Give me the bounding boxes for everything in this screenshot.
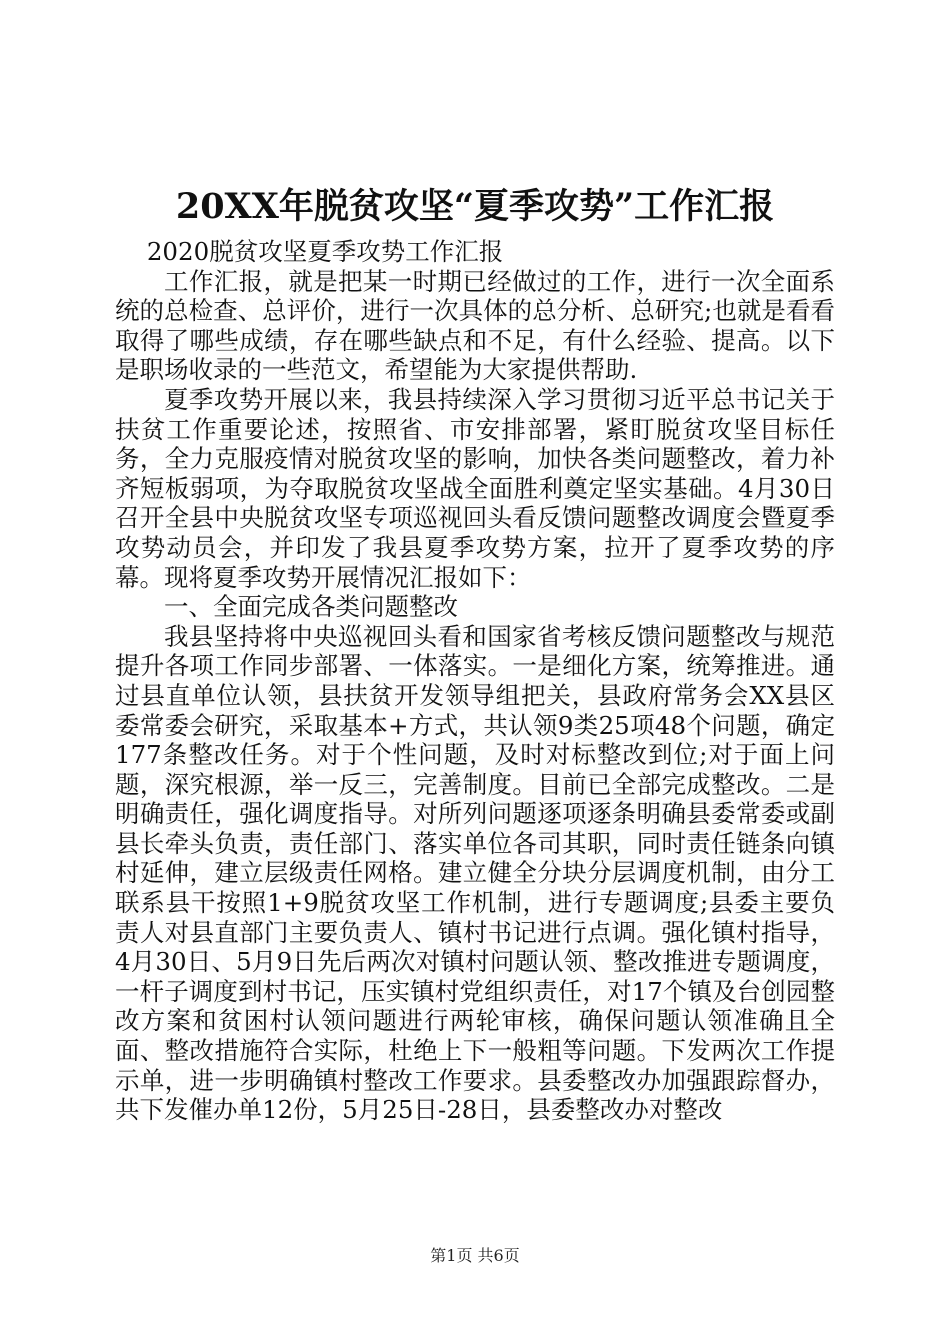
document-subtitle: 2020脱贫攻坚夏季攻势工作汇报 xyxy=(146,237,504,266)
paragraph-section-1: 我县坚持将中央巡视回头看和国家省考核反馈问题整改与规范提升各项工作同步部署、一体落实。一是细化方案，统筹推进。通过县直单位认领，县扶贫开发领导组把关，县政府常务会XX县区委常委会研究，采取基本+方式，共认领9类25项48个问题，确定177条整改任务。对于个性问题，及时对标整改到位;对于面上问题，深究根源，举一反三，完善制度。目前已全部完成整改。二是明确责任，强化调度指导。对所列问题逐项逐条明确县委常委或副县长牵头负责，责任部门、落实单位各司其职，同时责任链条向镇村延伸，建立层级责任网格。建立健全分块分层调度机制，由分工联系县干按照1+9脱贫攻坚工作机制，进行专题调度;县委主要负责人对县直部门主要负责人、镇村书记进行点调。强化镇村指导，4月30日、5月9日先后两次对镇村问题认领、整改推进专题调度，一杆子调度到村书记，压实镇村党组织责任，对17个镇及台创园整改方案和贫困村认领问题进行两轮审核，确保问题认领准确且全面、整改措施符合实际，杜绝上下一般粗等问题。下发两次工作提示单，进一步明确镇村整改工作要求。县委整改办加强跟踪督办，共下发催办单12份，5月25日-28日，县委整改办对整改 xyxy=(115,621,835,1125)
paragraph-intro: 工作汇报，就是把某一时期已经做过的工作，进行一次全面系统的总检查、总评价，进行一次具体的总分析、总研究;也就是看看取得了哪些成绩，存在哪些缺点和不足，有什么经验、提高。以下是职场收录的一些范文，希望能为大家提供帮助. xyxy=(115,266,835,385)
page-footer: 第1页 共6页 xyxy=(430,1246,520,1265)
section-heading-1: 一、全面完成各类问题整改 xyxy=(164,592,458,622)
document-body xyxy=(115,237,835,1125)
document-title: 20XX年脱贫攻坚“夏季攻势”工作汇报 xyxy=(175,186,775,227)
paragraph-summary: 夏季攻势开展以来，我县持续深入学习贯彻习近平总书记关于扶贫工作重要论述，按照省、市安排部署，紧盯脱贫攻坚目标任务，全力克服疫情对脱贫攻坚的影响，加快各类问题整改，着力补齐短板弱项，为夺取脱贫攻坚战全面胜利奠定坚实基础。4月30日召开全县中央脱贫攻坚专项巡视回头看反馈问题整改调度会暨夏季攻势动员会，并印发了我县夏季攻势方案，拉开了夏季攻势的序幕。现将夏季攻势开展情况汇报如下： xyxy=(115,384,835,592)
